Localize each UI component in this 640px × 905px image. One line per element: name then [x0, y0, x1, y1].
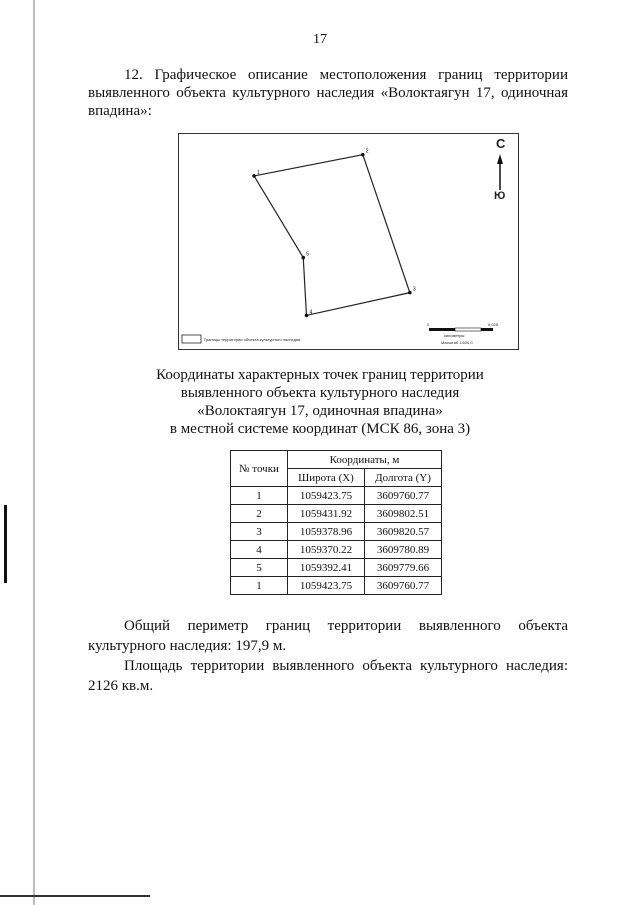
scale-units-label: километры [444, 333, 465, 338]
cell-latitude: 1059378.96 [288, 523, 365, 541]
cell-point: 1 [231, 487, 288, 505]
cell-latitude: 1059370.22 [288, 541, 365, 559]
boundary-points [252, 149, 416, 318]
table-row [231, 487, 442, 505]
header-point: № точки [231, 451, 288, 487]
cell-longitude: 3609760.77 [365, 487, 442, 505]
scan-margin-line [33, 0, 35, 905]
caption-line-4: в местной системе координат (МСК 86, зона 3) [169, 421, 471, 437]
scale-start-label: 0 [427, 322, 430, 327]
boundary-point-label: 2 [365, 148, 369, 155]
cell-latitude: 1059392.41 [288, 559, 365, 577]
cell-point: 2 [231, 505, 288, 523]
cell-longitude: 3609760.77 [365, 577, 442, 595]
scale-ratio-label: Масштаб 1:600,0 [441, 340, 473, 345]
cell-longitude: 3609820.57 [365, 523, 442, 541]
table-row [231, 577, 442, 595]
scale-bar [429, 328, 493, 331]
caption-line-3: «Волоктаягун 17, одиночная впадина» [197, 403, 443, 419]
area-paragraph: Площадь территории выявленного объекта культурного наследия: 2126 кв.м. [88, 658, 568, 694]
caption-line-2: выявленного объекта культурного наследия [180, 385, 460, 401]
caption-line-1: Координаты характерных точек границ территории [156, 367, 484, 383]
coordinates-table [230, 450, 442, 595]
cell-point: 1 [231, 577, 288, 595]
perimeter-paragraph: Общий периметр границ территории выявленного объекта культурного наследия: 197,9 м. [88, 618, 568, 654]
cell-longitude: 3609802.51 [365, 505, 442, 523]
cell-latitude: 1059431.92 [288, 505, 365, 523]
boundary-point-3 [408, 291, 412, 295]
scale-end-label: 0,025 [488, 322, 499, 327]
table-row [231, 505, 442, 523]
boundary-point-label: 5 [306, 251, 310, 258]
legend-swatch [182, 335, 201, 343]
table-row [231, 523, 442, 541]
north-arrow-icon [497, 154, 503, 190]
cell-point: 4 [231, 541, 288, 559]
section-heading: 12. Графическое описание местоположения границ территории выявленного объекта культурного наследия «Волоктаягун 17, одиночная впадина»: [88, 67, 568, 119]
header-longitude: Долгота (Y) [365, 469, 442, 487]
boundary-point-label: 4 [309, 309, 313, 316]
boundary-point-label: 3 [412, 286, 416, 293]
cell-point: 5 [231, 559, 288, 577]
header-coordinates: Координаты, м [288, 451, 442, 469]
cell-longitude: 3609780.89 [365, 541, 442, 559]
boundary-point-label: 1 [257, 169, 260, 176]
cell-longitude: 3609779.66 [365, 559, 442, 577]
header-latitude: Широта (X) [288, 469, 365, 487]
cell-latitude: 1059423.75 [288, 577, 365, 595]
boundary-point-1 [252, 174, 256, 178]
scan-margin-mark [4, 505, 7, 583]
table-row [231, 559, 442, 577]
table-row [231, 541, 442, 559]
territory-boundary [254, 155, 410, 316]
boundary-point-4 [305, 314, 309, 318]
scan-bottom-line [0, 895, 150, 897]
south-label: Ю [494, 190, 506, 202]
cell-latitude: 1059423.75 [288, 487, 365, 505]
table-caption [0, 366, 640, 438]
north-label: С [496, 136, 506, 151]
boundary-point-5 [301, 256, 305, 260]
legend-label: Границы территории объекта культурного наследия [204, 337, 301, 342]
page-number: 17 [313, 32, 327, 47]
boundary-map-canvas [179, 134, 518, 349]
boundary-map [178, 133, 519, 350]
boundary-point-2 [361, 153, 365, 157]
cell-point: 3 [231, 523, 288, 541]
